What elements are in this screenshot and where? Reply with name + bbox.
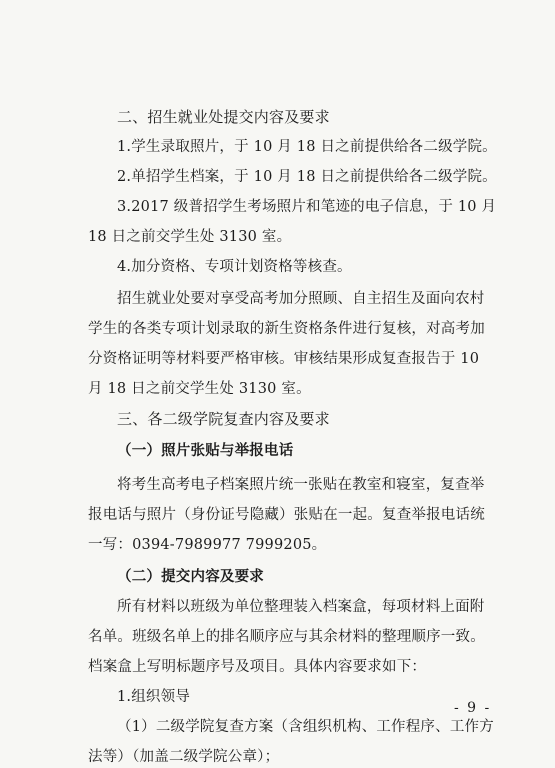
paragraph-line: 学生的各类专项计划录取的新生资格条件进行复核，对高考加: [88, 321, 485, 337]
paragraph-line: 分资格证明等材料要严格审核。审核结果形成复查报告于 10: [88, 351, 480, 367]
paragraph-line: 招生就业处要对享受高考加分照顾、自主招生及面向农村: [117, 291, 485, 307]
list-item: 1.学生录取照片，于 10 月 18 日之前提供给各二级学院。: [117, 139, 497, 155]
section-heading-admissions: 二、招生就业处提交内容及要求: [117, 108, 330, 126]
page-number: - 9 -: [454, 700, 492, 716]
paragraph-line: 将考生高考电子档案照片统一张贴在教室和寝室，复查举: [117, 477, 485, 493]
paragraph-line: 报电话与照片（身份证号隐藏）张贴在一起。复查举报电话统: [88, 507, 485, 523]
list-item-continuation: 18 日之前交学生处 3130 室。: [88, 229, 292, 245]
list-item: 1.组织领导: [117, 689, 191, 705]
paragraph-line: 所有材料以班级为单位整理装入档案盒，每项材料上面附: [117, 599, 485, 615]
section-heading-colleges: 三、各二级学院复查内容及要求: [117, 410, 330, 428]
list-item: 3.2017 级普招学生考场照片和笔迹的电子信息，于 10 月: [117, 199, 497, 215]
list-item: （1）二级学院复查方案（含组织机构、工作程序、工作方: [117, 719, 494, 735]
paragraph-line: 一写：0394-7989977 7999205。: [88, 537, 327, 553]
list-item: 2.单招学生档案，于 10 月 18 日之前提供给各二级学院。: [117, 169, 497, 185]
paragraph-line: 名单。班级名单上的排名顺序应与其余材料的整理顺序一致。: [88, 629, 485, 645]
subsection-heading-submission: （二）提交内容及要求: [117, 568, 264, 585]
list-item-continuation: 法等）（加盖二级学院公章）；: [88, 749, 280, 765]
paragraph-line: 档案盒上写明标题序号及项目。具体内容要求如下：: [88, 659, 427, 675]
subsection-heading-photos: （一）照片张贴与举报电话: [117, 442, 294, 459]
list-item: 4.加分资格、专项计划资格等核查。: [117, 259, 352, 275]
paragraph-line: 月 18 日之前交学生处 3130 室。: [88, 381, 311, 397]
